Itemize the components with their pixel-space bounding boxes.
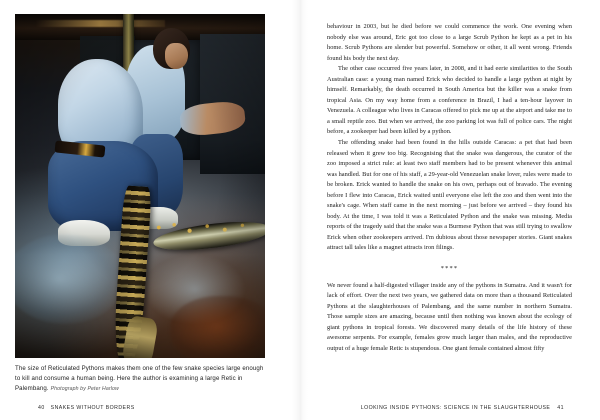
right-page xyxy=(300,0,600,420)
paragraph: The offending snake had been found in the hills outside Caracas: a pet that had been released when it grew too big. Recognising that the snake was dangerous, the curator of the zoo imposed a strict rule: at least two staff members had to be present whenever this animal was handled. But for one of his staff, a 29-year-old Venezuelan snake lover, rules were made to be broken. Erick wanted to handle the snake on his own, perhaps out of bravado. The evening before I flew into Caracas, Erick waited until everyone else left the zoo and then went into the snake's cage. When staff came in the next morning – just before we arrived – they found his body. At the time, I was told it was a Reticulated Python and the snake was missing. Media reports of the tragedy said that the snake was a Burmese Python that was still trying to swallow Erick when other zookeepers arrived. I'm dubious about those newspaper stories. Giant snakes attract tall tales like a magnet attracts iron filings. xyxy=(327,139,572,252)
page-number-left: 40 xyxy=(38,405,45,411)
photo-vignette xyxy=(15,14,265,358)
folio-left xyxy=(38,405,135,411)
photo-scene xyxy=(15,14,265,358)
running-head-left: SNAKES WITHOUT BORDERS xyxy=(50,405,135,411)
caption-text: The size of Reticulated Pythons makes them one of the few snake species large enough to kill and consume a human being. Here the author is examining a large Retic in Palembang. xyxy=(15,365,264,393)
photo-caption xyxy=(15,364,267,395)
running-head-right: LOOKING INSIDE PYTHONS: SCIENCE IN THE SLAUGHTERHOUSE xyxy=(360,405,551,411)
photo-credit: Photograph by Peter Harlow xyxy=(50,386,119,393)
body-text-column xyxy=(327,22,572,354)
folio-right xyxy=(361,405,564,411)
paragraph: We never found a half-digested villager inside any of the pythons in Sumatra. And it wasn't for lack of effort. Over the next two years, we gathered data on more than a thousand Reticulated Pythons at the slaughterhouses of Palembang, and the same number in northern Sumatra. Those sample sizes are amazing, because until then nothing was known about the ecology of giant pythons in tropical forests. We discovered many details of the life history of these awesome serpents. For example, females grow much larger than males, and the reproductive output of a huge female Retic is stupendous. One giant female contained almost fifty xyxy=(327,281,572,352)
paragraph: behaviour in 2003, but he died before we could commence the work. One evening when nobody else was around, Eric got too close to a large Scrub Python he kept as a pet in his home. Scrub Pythons are slender but powerful. Somehow or other, it all went wrong. Friends found his body the next day. xyxy=(327,23,572,62)
python-photograph xyxy=(15,14,265,358)
page-number-right: 41 xyxy=(557,405,564,411)
section-divider: **** xyxy=(440,264,459,272)
paragraph: The other case occurred five years later, in 2008, and it had eerie similarities to the South Australian case: a young man named Erick who decided to handle a large python at night by himself. Remarkably, the death occurred in South America but the killer was a snake from tropical Asia. On my way home from a conference in Brazil, I had a ten-hour layover in Venezuela. A colleague who lives in Caracas offered to pick me up at the airport and take me to a small reptile zoo. But when we arrived, the zoo parking lot was full of police cars. The night before, a zookeeper had been killed by a python. xyxy=(327,65,572,136)
